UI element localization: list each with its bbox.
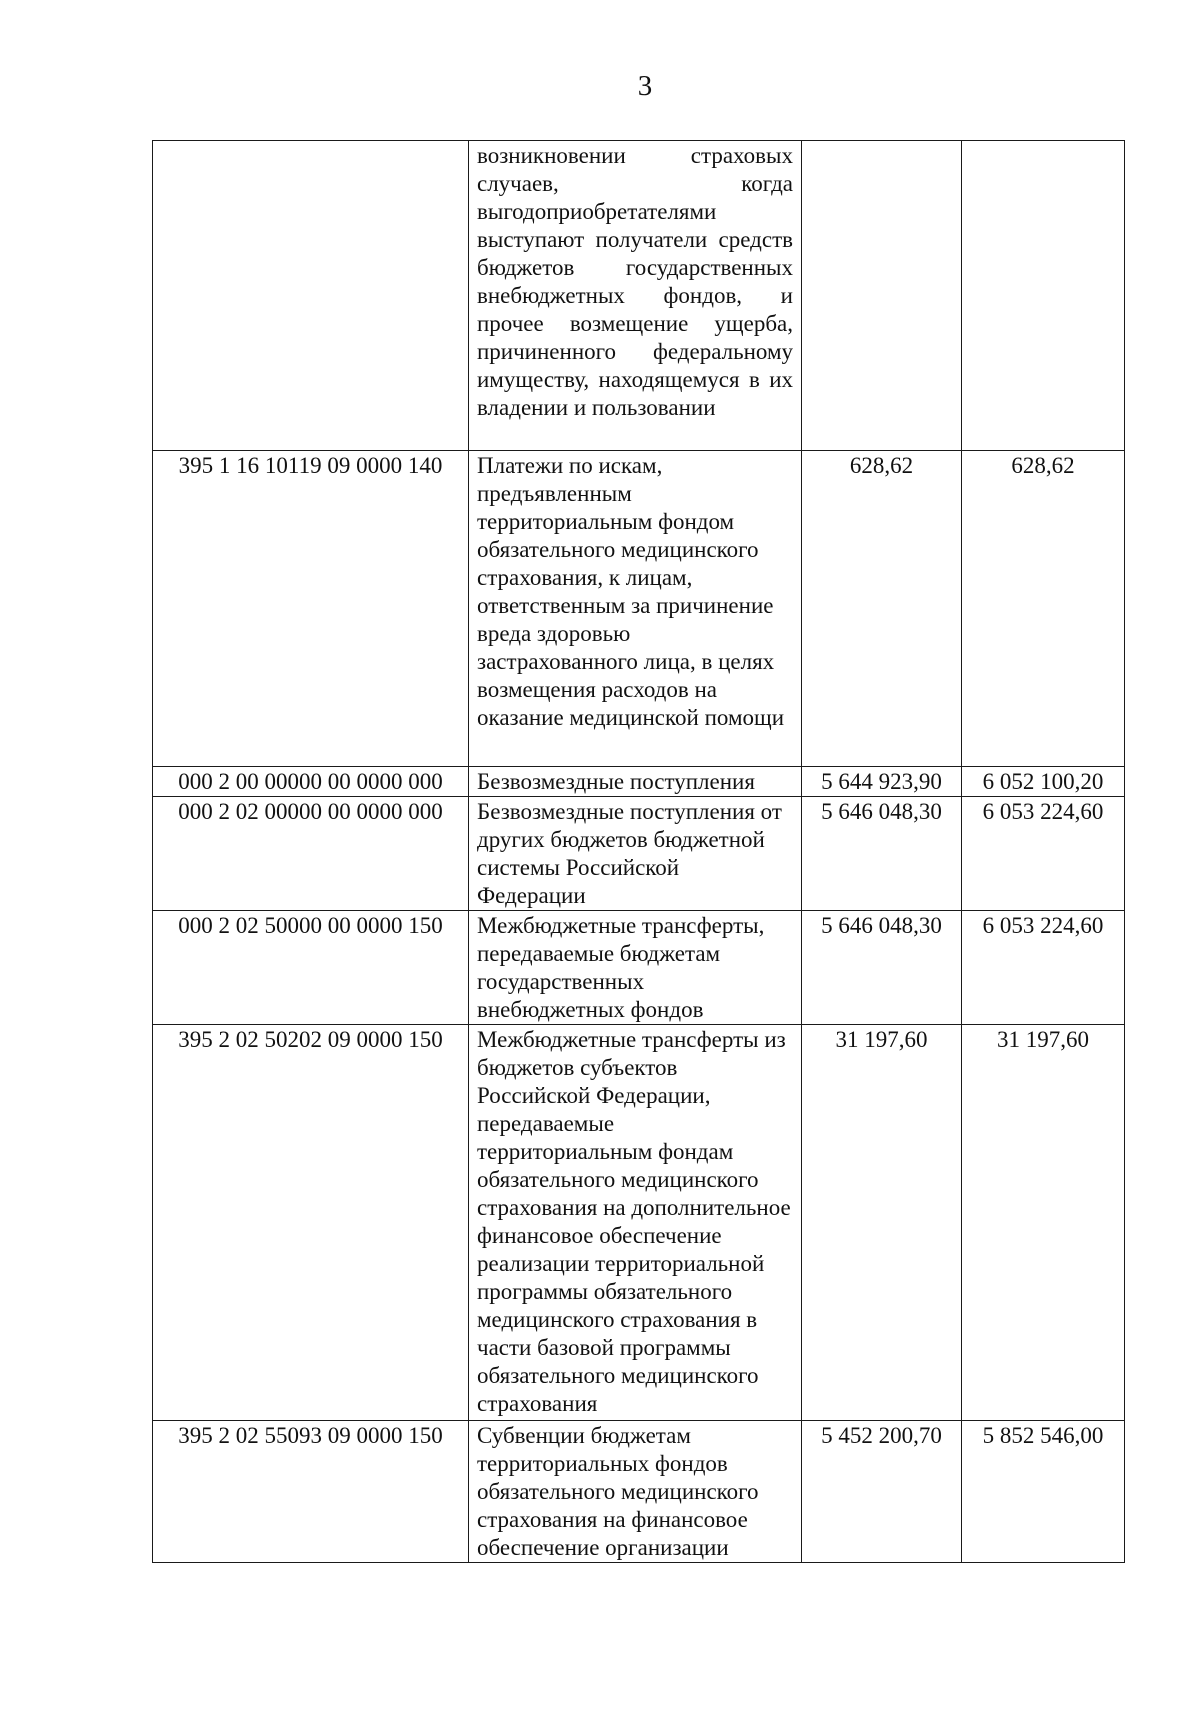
description-cell: Межбюджетные трансферты, передаваемые бюджетам государственных внебюджетных фондов — [469, 911, 802, 1025]
table-row — [153, 911, 1125, 1025]
budget-code-cell: 000 2 00 00000 00 0000 000 — [153, 767, 469, 797]
amount-cell-1: 5 644 923,90 — [802, 767, 962, 797]
description-cell: Межбюджетные трансферты из бюджетов субъектов Российской Федерации, передаваемые территориальным фондам обязательного медицинского страхования на дополнительное финансовое обеспечение реализации территориальной программы обязательного медицинского страхования в части базовой программы обязательного медицинского страхования — [469, 1025, 802, 1421]
amount-cell-2: 6 052 100,20 — [962, 767, 1125, 797]
amount-cell-1: 628,62 — [802, 451, 962, 767]
budget-code-cell — [153, 141, 469, 451]
table-row — [153, 1025, 1125, 1421]
page-number: 3 — [637, 70, 653, 102]
description-cell: Безвозмездные поступления — [469, 767, 802, 797]
amount-cell-2: 628,62 — [962, 451, 1125, 767]
description-cell: Платежи по искам, предъявленным территориальным фондом обязательного медицинского страхования, к лицам, ответственным за причинение вреда здоровью застрахованного лица, в целях возмещения расходов на оказание медицинской помощи — [469, 451, 802, 767]
budget-revenue-table — [152, 140, 1125, 1563]
amount-cell-1: 5 452 200,70 — [802, 1421, 962, 1563]
table-row — [153, 1421, 1125, 1563]
amount-cell-1 — [802, 141, 962, 451]
table-row — [153, 451, 1125, 767]
amount-cell-2 — [962, 141, 1125, 451]
table-row — [153, 141, 1125, 451]
amount-cell-2: 6 053 224,60 — [962, 797, 1125, 911]
amount-cell-2: 6 053 224,60 — [962, 911, 1125, 1025]
amount-cell-1: 5 646 048,30 — [802, 797, 962, 911]
amount-cell-1: 31 197,60 — [802, 1025, 962, 1421]
budget-code-cell: 000 2 02 00000 00 0000 000 — [153, 797, 469, 911]
amount-cell-2: 31 197,60 — [962, 1025, 1125, 1421]
budget-code-cell: 000 2 02 50000 00 0000 150 — [153, 911, 469, 1025]
budget-code-cell: 395 1 16 10119 09 0000 140 — [153, 451, 469, 767]
amount-cell-2: 5 852 546,00 — [962, 1421, 1125, 1563]
amount-cell-1: 5 646 048,30 — [802, 911, 962, 1025]
table-row — [153, 797, 1125, 911]
table-row — [153, 767, 1125, 797]
description-cell: Безвозмездные поступления от других бюджетов бюджетной системы Российской Федерации — [469, 797, 802, 911]
description-cell: возникновении страховых случаев, когда выгодоприобретателями выступают получатели средств бюджетов государственных внебюджетных фондов, и прочее возмещение ущерба, причиненного федеральному имуществу, находящемуся в их владении и пользовании — [469, 141, 802, 451]
description-cell: Субвенции бюджетам территориальных фондов обязательного медицинского страхования на финансовое обеспечение организации — [469, 1421, 802, 1563]
budget-code-cell: 395 2 02 50202 09 0000 150 — [153, 1025, 469, 1421]
budget-code-cell: 395 2 02 55093 09 0000 150 — [153, 1421, 469, 1563]
